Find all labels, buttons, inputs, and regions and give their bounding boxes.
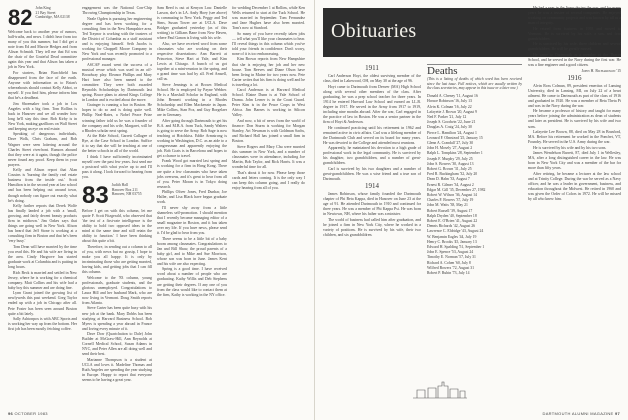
death-list-item: Dennis Richards '42, August 26 (427, 224, 476, 229)
paragraph: Sally Ashtonpox is with ABC Sports and is working her way up from the bottom. Her first job has been mostly fetching coffee. (8, 317, 77, 332)
class-number-83: 83 (82, 183, 109, 209)
paragraph: Also, we have received word from some classmates who are working on their respective dissertations: Ann Barrett at Princeton, Steve Hart at Yale, and Kim Lewis at Chicago. A bunch of us got together at a mini-reunion in the spring, and a grand time was had by all. Fred Amsell, call us. (157, 41, 227, 82)
paragraph: ASCAP award went the success of a musical revue which was used in an off-Broadway play. Eleanor Phillips and Mary Hart have also been named to the committee. They were both awarded Reynolds Scholarships by Dartmouth last spring. Bruce plans to attend Kings College in London and is excited about the move. (82, 62, 152, 102)
paragraph: Hoyt came to Dartmouth from Denver (MA) High School along with several other members of the class. After graduating, he was a prep school teacher for three years. In 1914 he entered Harvard Law School and earned an LL.B. degree in 1917. He served in the Army from 1917 to 1919, including nine months abroad. After the war, Carl engaged in the practice of law in Boston. He was a senior partner in the firm of Hoyt & Anderson. (323, 84, 421, 124)
paragraph: Dave Dorr (Quartchaiton to Dale) John Builder at McGraw-Hill, Ann Reynolds at Cornell Medical School, Susan Adams in NYC, and Peter Allen are all doing well and send their best. (82, 332, 152, 357)
paragraph: That's about it for now. Please keep those cards and letters coming. It is the only way I can keep this column going, and I really do enjoy hearing from all of you. (232, 170, 305, 190)
paragraph: So many of you have recently taken jobs — tell what you'll like your classmates to hear. I'll reveal things in this column which you've told your friends in confidence. Don't worry, none of it is too embarrassing. (232, 31, 305, 56)
death-list-item: Henry C. Brooks '45, January 13 (427, 239, 477, 244)
paragraph: Rich Beck is married and settled in New Jersey, where he is working for a chemical company. Matt Collins and his wife had a baby boy this summer and are doing fine. (8, 270, 77, 290)
paragraph: He is survived by his wife, three children and several grandchildren. He will be greatly missed. (528, 42, 621, 52)
paragraph: I think I have sufficiently incriminated myself over the past few years. Just send me a postcard with what you're up to and I'll pass it along. I look forward to hearing from you. (82, 154, 152, 180)
left-column-4 (232, 6, 305, 191)
paragraph: The world of business had called him after graduation, and he joined a firm in New York City, where he worked in a variety of positions. He is survived by his wife, their two children, and six grandchildren. (323, 217, 421, 237)
death-list-item: John H. Mosely '27, August 2 (427, 146, 473, 151)
death-list-item: Donald A. Cheney '11, August 16 (427, 94, 478, 99)
paragraph: Tom Dean will have married by the time you read this. He and his wife are living in the area. Cindy Hargrove has started graduate work at Columbia and is putting in long hours. (8, 244, 77, 270)
paragraph: He continued practicing until his retirement in 1962 and remained active in civic affairs. Carl was a lifelong member of the Dartmouth Club and served on its board for many years. He was devoted to the College and attended most reunions. (323, 125, 421, 145)
paragraph: He came to Dartmouth as a member of the Thayer School, and he served in the Navy during the first war. He was a fine engineer and a good citizen. (528, 52, 621, 68)
class-number-82: 82 (8, 6, 33, 29)
paragraph: And now, a bit of news from the world of finance: Don Sturm is working for Morgan Stanley, Art Newman is with Goldman Sachs, and Richard Hall has joined a small firm in Boston. (232, 119, 305, 144)
paragraph: Steve Carter has been quite busy with his new job at the bank. Mary Dobbs has been studying at Harvard Business School. Bob Myers is spending a year abroad in France and loving every minute of it. (82, 306, 152, 331)
paragraph: There seems to be a little bit of a baby boom among classmates. Congratulations to Jan and Bill Shaw, the proud parents of a baby girl, and to Mike and Sue Morrison, whose son was born in June. James Kent and his wife are also expecting. (157, 236, 227, 266)
paragraph: Alvin Ross Colman, 89, president emeritus of Lansing University, died in Lansing, MI, on July 22 of a heart ailment. He came to Dartmouth as part of the class of 1916 and graduated in 1920. He was a member of Beta Theta Pi and was in the Navy during the war. (528, 83, 621, 108)
obituary-column-1 (323, 64, 421, 239)
death-list-item: Joseph F. Murphy '29, July 25 (427, 156, 473, 161)
death-list-item: Wilfred Bowers '72, August 31 (427, 265, 475, 270)
death-list-item: Fred R. Buckingham '32, July 20 (427, 172, 478, 177)
paragraph: Carl Anderson Hoyt, the oldest surviving member of the class, died in Lakewood, OH, on May 30 at the age of 96. (323, 74, 421, 84)
paragraph: James Robinson, whose family founded the Dartmouth chapter of Phi Beta Kappa, died in Hanover on June 23 at the age of 91. He attended Dartmouth in 1910 and continued for three years. He was a member of Phi Kappa Psi. He was born in Newtown, NH, where his father was a minister. (323, 192, 421, 217)
deaths-column (427, 64, 522, 276)
death-list-item: Pierce L. Hamilton '24, August 1 (427, 130, 477, 135)
death-list-item: Douglas A. Craig '24, July 30 (427, 125, 472, 130)
left-page-footer (8, 411, 48, 416)
death-list-item: Leonard F. Olmstead '25, January 15 (427, 135, 483, 140)
paragraph: Kim Brown reports from New Hampshire that she is enjoying her job and her new house. Tom Reeves and Diane Olson have been living in Maine for two years now. Pete Carter writes that his firm is doing well and he is traveling a lot. (232, 57, 305, 87)
paragraph: Lynn Grant joined the growing list of newlyweds this past weekend. Greg Taylor ended up with a job in Chicago after all. Pete Foster has been seen around Boston quite a bit lately. (8, 291, 77, 316)
death-list-item: Alvin K. Colman '16, July 22 (427, 104, 472, 109)
paragraph: Therefore, in sending out a column to all of you, with news but no gossip, I hope to make you all happy. It is only by incriminating those who are getting married, having kids, and getting jobs that I can fill this column. (82, 244, 152, 275)
paragraph: He is survived by his wife and by his two sons. (533, 145, 607, 150)
paragraph: Steve Rogers and Mary Chu were married this summer in New York, and a number of classmates were in attendance, including Joe Martin, Bob Taylor, and Rick Harris. It was a wonderful time for all. (232, 144, 305, 169)
paragraph: He became a professor of history and taught for many years before joining the administration as dean of students and later as president. He is survived by his wife and two sons. (528, 109, 621, 129)
death-list-item: Robert Russell '39, August 17 (427, 208, 473, 213)
paragraph: Steve Jennings is at Brown Medical School. He is employed by Payne Webber. He is a Marshall Scholar in England, with John Bennett working in a Rhodes Scholarship and Ellen Mackenzie in Japan. Mike Collins, Stan Fox, and Guy Borgelaer are in Germany. (157, 82, 227, 117)
paragraph: After retiring, he became a lecturer at the law school and at Trinity College. During the war he served as a Navy officer, and he was a leader in government, business, and education throughout the Midwest. He retired in 1960 and was given the Order of Colors in 1972. He will be missed by all who knew him. (528, 171, 621, 202)
paragraph: Carol Anderson is at Harvard Medical School. Elaine Dunn is at Yale School of Drama. John Lerner is in the Coast Guard. Peter Kim is in the Peace Corps in West Africa. Jim Barnes is working in Silicon Valley. (232, 88, 305, 118)
death-list-item: Edgar M. Gill '35, December 27, 1982 (427, 187, 486, 192)
paragraph: Apparently, he maintained his devotion to a high grade of professional work in the legal community. He is survived by his daughter, two grandchildren, and a number of great-grandchildren. (323, 146, 421, 166)
paragraph: for wedding December 1 at Rollins, while Ken Wells returned to start at the Tuck School. He was married in September. Tom Fernandez and Jane Hughes have also been married. Tom's now at Stanford. (232, 6, 305, 31)
page-number: 96 (8, 411, 14, 416)
paragraph: I'll never shy away from a little shameless self-promotion. I should mention that I recently became managing editor of a small magazine in Boston, and it has taken over my life. If you have news, please send it. I'd be glad to hear from you. (157, 205, 227, 236)
left-column-3 (157, 6, 227, 298)
class-82-header (8, 6, 77, 29)
paragraph: Kelly and Alison report that Alan Cousins is 'burning the family real estate business from the inside out.' Scott Hamilton is in the second year at law school and has been helping out around town, though nobody can figure out exactly what he's doing. (8, 168, 77, 203)
paragraph: Lafayette Lee Brown, 88, died on May 28 in Branford, MA. Before his retirement he worked in the Pomfret, VT, Foundry. He served in the U.S. Army during the war. (528, 130, 621, 145)
year-heading-1916: 1916 (567, 73, 582, 82)
class-82-address: John King 21 Bay Street Cambridge, MA 02138 (35, 6, 70, 20)
paragraph: Welcome to the '83 column, young professionals, graduate students, and the glorious unemployed. Congratulations to Laura Hill and her husband Mark, who are now living in Vermont. Doug Smith reports from Atlanta. (82, 275, 152, 305)
death-list-item: John E. Spence '53, August 24 (427, 250, 474, 255)
death-list-item: Timothy E. Norman '57, July 31 (427, 255, 476, 260)
paragraph: Frank Wood got married last spring and is working for a firm in Hong Kong. There are quite a few classmates who have taken jobs overseas, and it's great to hear from all of you. Peter Moran is in Tokyo doing research. (157, 159, 227, 189)
paragraph: He had a year in the Army during the war, and for many years he was a trustee of several companies. He enjoyed working on community projects and was known by all as a man of integrity. (528, 6, 621, 26)
year-heading-1911: 1911 (365, 64, 379, 72)
paragraph: Phillips Oliver Jones, Fred Dunbar, Joe Haller, and Lisa Black have begun graduate work. (157, 190, 227, 205)
deaths-note: (This is a listing of deaths of which word has been received since the last issue. Full notices, which are usually written by the class secretaries, may appear in this issue or a later one.) (427, 77, 522, 91)
deaths-list (427, 94, 522, 276)
deaths-heading: Deaths (427, 64, 522, 74)
paragraph: James Wendelson Barrett, 87, died July 1 in Wellesley, MA, after a long distinguished career in the law. He was born in New York City and was a member of the bar for more than fifty years. (528, 151, 621, 171)
death-list-item: Horace Robinson '16, July 13 (427, 99, 472, 104)
death-list-item: Lawrence C. Eldridge '43, August 24 (427, 229, 484, 234)
death-list-item: Robert G. Brown '31, July 25 (427, 167, 472, 171)
magazine-name: DARTMOUTH ALUMNI MAGAZINE (542, 411, 614, 416)
paragraph: Welcome back to another year of rumors, half-truths, and news. I didn't hear from too many of you this summer, but I did get a note from Ed and Marcie Hedges and from Alison Schmidt. They tell me that Ed was the chair of the Grateful Dead committee again this year and that Alison has taken a job in New York. (8, 30, 77, 70)
death-list-item: Robert P. Rubin '73, July 14 (427, 271, 470, 276)
death-list-item: Charles F. Bowers '37, July 19 (427, 198, 474, 203)
campus-skyline-illustration (411, 380, 469, 400)
paragraph: engagement was the National Con-Chip Throwing Championship in Texas. (82, 6, 152, 16)
death-list-item: Dean D. Hahn '33, August 7 (427, 177, 470, 182)
issue-date: OCTOBER 1983 (14, 411, 48, 416)
year-heading-1914: 1914 (365, 182, 379, 191)
paragraph: Kelly further reports that Derek Wolfe has finally landed a job with a 'small, growing, and fairly decent beauty products firm in midtown.' Jim Oakes says that things are going well in New York. Alison has heard that Jeff Stone is working at a consulting firm in Boston and that he's been 'very busy.' (8, 204, 77, 244)
death-list-item: John S. Bowers '30, August 13 (427, 161, 474, 166)
death-list-item: Glenn A. Crandall '27, July 30 (427, 140, 474, 145)
class-83-header (82, 183, 152, 208)
paragraph: Neale Ogden is pursuing her engineering degree and has been working for a consulting firm in the New Hampshire area. Ted Traynor is working with the trustees of the District of Columbia as a staff assistant and is enjoying himself. Seth Jacobs is working for Chappell Moore Company in New York and was recently promoted to a professional manager. (82, 16, 152, 61)
left-column-1 (8, 6, 77, 333)
death-list-item: Joseph S. Goodwin '22, June 21 (427, 120, 476, 125)
death-list-item: W. Benjamin Eagles '44, July 19 (427, 234, 477, 239)
death-list-item: Ralph L. Tompkins '28, September 1 (427, 151, 483, 156)
death-list-item: Robert E. O'Brien '41, August 22 (427, 219, 478, 224)
death-list-item: Ned F. Parker '21, July 12 (427, 114, 467, 119)
class-secretary-signature: John H. Richardson '15 (581, 68, 621, 73)
death-list-item: Ralph Dryden '40, September 18 (427, 213, 477, 218)
death-list-item: Richard A. Cohen '60, July 8 (427, 260, 471, 265)
page-title: Obituaries (331, 20, 417, 42)
death-list-item: Robert W. Wilson '36, August 14 (427, 193, 477, 198)
death-list-item: John M. Watts '38, May 21 (427, 203, 468, 208)
paragraph: Spring is a good time. I have received word about a number of people who are graduating. Kathy Willis and Deb Stephens are getting their degrees. If any one of you from the class would like to contact them at the firm, Kathy is working in the NY office. (157, 267, 227, 297)
paragraph: Grainger is running a bar in Boston. He hopes to do so and is doing quite well. Phillip Neal-Bates, a Nobel Peace Prize winning father told us he was a founder of the company and his wife, Margaret, will be a Rhodes scholar next spring. (82, 103, 152, 133)
paragraph: Jim Shoemaker took a job in Los Angeles with a big firm. Tom Rollins is back in Hanover and we all wonder how long he'll stay this time. Bob Kirby is in New York, making gazillions on Wall Street and keeping an eye on real estate. (8, 101, 77, 131)
paragraph: He retired from business in 1958 and moved to Vermont. He is survived by his wife, a son, and four grandchildren. (528, 26, 621, 41)
paragraph: For starters, Brian Burchfield has disappeared from the face of the earth. Anyone with information as to Brian's whereabouts should contact Kelly Abbot, or myself. If you find him, please inform him that he's a deadbeat. (8, 70, 77, 101)
obituary-column-2 (528, 6, 621, 203)
right-page-footer (543, 411, 620, 416)
paragraph: Marianne Thompson is a student at UCLA and loves it. Madeline Thomas and Ruth Angeles are spending the year studying in Europe. Happy to report that everyone seems to be having a great year. (82, 357, 152, 383)
paragraph: After going through Dartmouth to get his B.A. and M.B.A. from Tuck, Sandy Walters is going to serve the Army. Rob Sage is now teaching at Hotchkiss. Eddie Armstrong is working in Washington, D.C. as an aide to a congressman and apparently enjoying the job. Bob Coats is in Barcelona and hopes to get a chance to travel. (157, 118, 227, 158)
paragraph: Before I get on with this column, let me quote F. Scott Fitzgerald, who observed that 'the test of a first-rate intelligence is the ability to hold two opposed ideas in the mind at the same time and still retain the ability to function.' I have been thinking about this quite a bit. (82, 209, 152, 244)
death-list-item: Edward H. Spalding '51, September 1 (427, 245, 485, 250)
paragraph: At the Hale School, Garrett Callagee of Rye, at the Case School in London. Suffice it to say that she will be teaching at one of the better schools in all of the world. (82, 134, 152, 154)
page-number: 97 (614, 411, 620, 416)
death-list-item: Lafayette J. Brown '20, August 9 (427, 109, 477, 114)
paragraph: Speaking of dangerous individuals, Dave Wolk, Chris Graham, and Bob Wagner were seen loitering around the Charles Street riverfront. Rumors abound that they were at it again, though the police never found any proof. Keep them in your prayers. (8, 132, 77, 167)
paragraph: Sam Reed is out at Kenyon Law. Danielle Larson, she's in LA. Andy Hoey (see above) is commuting to New York. Peggy and Ted Sims, Susan Tower are at UCLA. Dave Bridger graduated yesterday (as of this writing) to Gillians Bane from New Haven, where Paul Ganon is living with his wife. (157, 6, 227, 41)
right-page (314, 0, 628, 420)
class-83-address: Judith Hall Hanover Box 211 Hanover, NH 03755 (111, 183, 142, 197)
death-list-item: Ernest R. Gilmer '34, August 2 (427, 182, 474, 187)
paragraph: Carl is survived by his two daughters and a number of great-grandchildren. He was a wise friend and a true son of Dartmouth. (323, 166, 421, 181)
left-column-2 (82, 6, 152, 384)
